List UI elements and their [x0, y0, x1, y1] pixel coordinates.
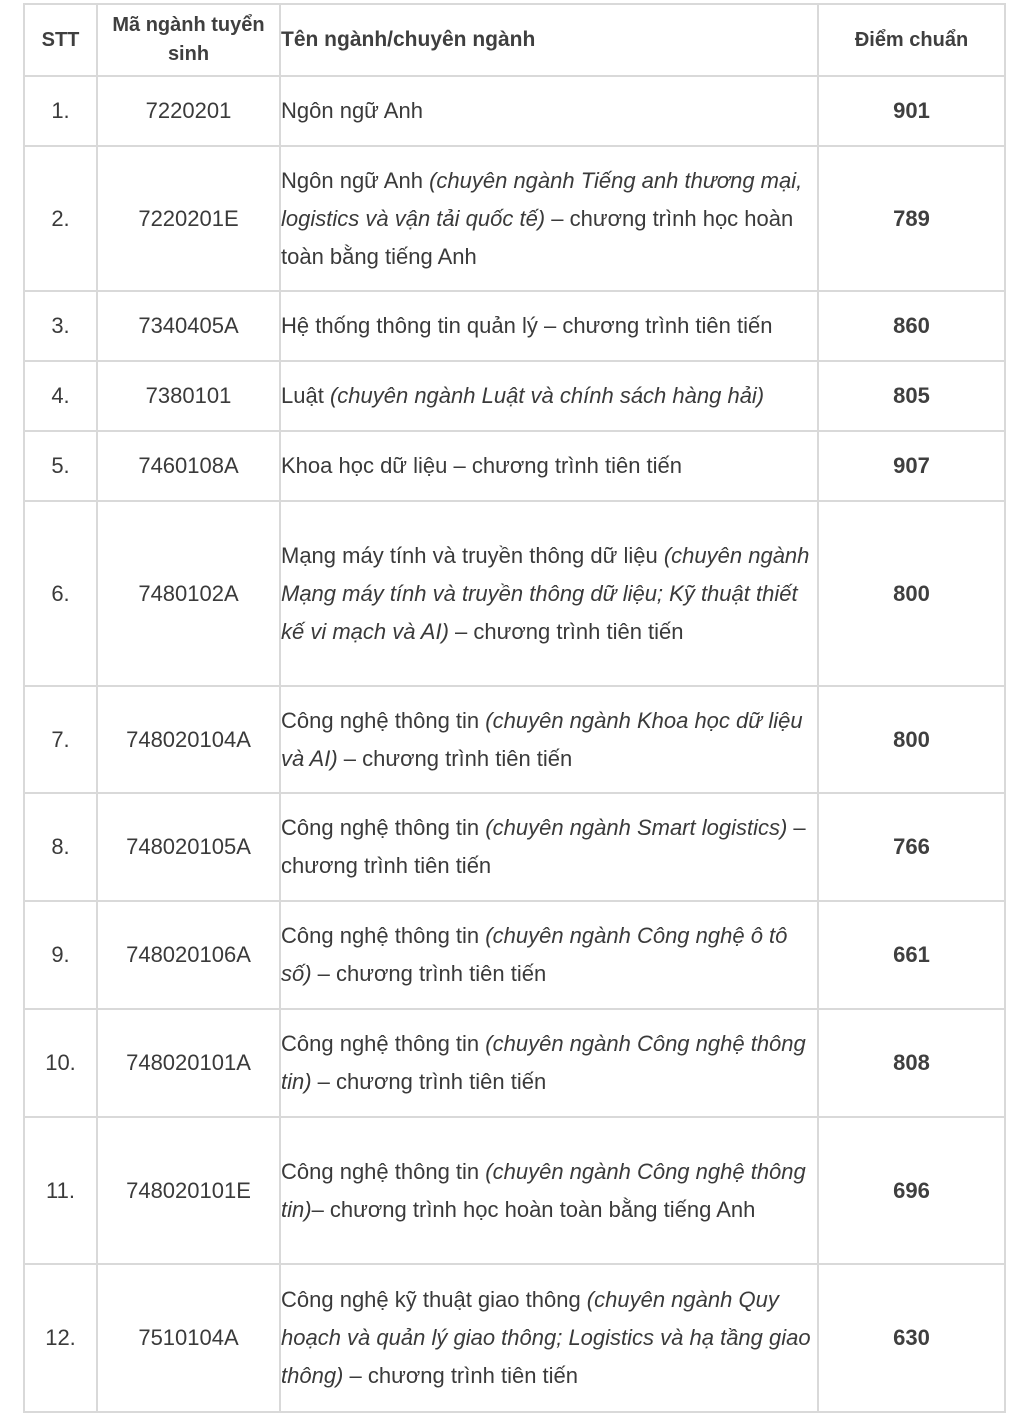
- table-row: [24, 901, 1005, 1009]
- cell-name: [280, 431, 818, 501]
- cell-score: 907: [818, 431, 1005, 501]
- name-text: – chương trình tiên tiến: [281, 815, 806, 878]
- name-text: Công nghệ thông tin: [281, 815, 486, 840]
- name-text: Công nghệ kỹ thuật giao thông: [281, 1287, 587, 1312]
- cell-stt: 1.: [24, 76, 97, 146]
- cell-code: 748020106A: [97, 901, 280, 1009]
- cell-code: 7340405A: [97, 291, 280, 361]
- cell-score: 766: [818, 793, 1005, 901]
- name-specialization: (chuyên ngành Công nghệ thông tin): [281, 1031, 806, 1094]
- cell-code: 7480102A: [97, 501, 280, 686]
- table-row: [24, 686, 1005, 793]
- name-specialization: (chuyên ngành Công nghệ thông tin): [281, 1158, 806, 1222]
- cell-code: 748020104A: [97, 686, 280, 793]
- cell-name: [280, 361, 818, 431]
- table-row: [24, 1117, 1005, 1264]
- cell-stt: 10.: [24, 1009, 97, 1117]
- table-row: [24, 793, 1005, 901]
- cell-score: 696: [818, 1117, 1005, 1264]
- name-text: Công nghệ thông tin: [281, 1031, 486, 1056]
- cell-stt: 9.: [24, 901, 97, 1009]
- cell-stt: 8.: [24, 793, 97, 901]
- table-header-row: [24, 4, 1005, 76]
- header-name: Tên ngành/chuyên ngành: [280, 4, 818, 76]
- name-specialization: (chuyên ngành Quy hoạch và quản lý giao thông; Logistics và hạ tầng giao thông): [281, 1287, 811, 1388]
- name-specialization: (chuyên ngành Tiếng anh thương mại, logistics và vận tải quốc tế): [281, 167, 803, 231]
- cell-code: 7220201: [97, 76, 280, 146]
- header-code-line1: Mã ngành tuyển: [112, 14, 265, 36]
- cell-name: [280, 793, 818, 901]
- cell-name: [280, 76, 818, 146]
- cell-code: 748020101E: [97, 1117, 280, 1264]
- table-row: [24, 76, 1005, 146]
- name-text: Luật: [281, 383, 330, 408]
- cell-score: 630: [818, 1264, 1005, 1412]
- name-text: – chương trình tiên tiến: [343, 1363, 579, 1388]
- cell-code: 7510104A: [97, 1264, 280, 1412]
- name-text: Hệ thống thông tin quản lý – chương trình tiên tiến: [281, 313, 773, 338]
- cell-name: [280, 1009, 818, 1117]
- cell-score: 661: [818, 901, 1005, 1009]
- cell-code: 748020105A: [97, 793, 280, 901]
- table-row: [24, 501, 1005, 686]
- cell-name: [280, 686, 818, 793]
- cell-stt: 3.: [24, 291, 97, 361]
- table-row: [24, 291, 1005, 361]
- cell-name: [280, 291, 818, 361]
- name-text: – chương trình học hoàn toàn bằng tiếng Anh: [311, 1196, 756, 1222]
- cell-stt: 5.: [24, 431, 97, 501]
- table-row: [24, 1264, 1005, 1412]
- name-specialization: (chuyên ngành Công nghệ ô tô số): [281, 923, 788, 986]
- cell-name: [280, 146, 818, 291]
- cell-stt: 7.: [24, 686, 97, 793]
- cell-code: 7380101: [97, 361, 280, 431]
- header-score: Điểm chuẩn: [818, 4, 1005, 76]
- name-text: – chương trình tiên tiến: [337, 745, 573, 771]
- cell-stt: 12.: [24, 1264, 97, 1412]
- name-text: Công nghệ thông tin: [281, 707, 486, 733]
- cell-name: [280, 1117, 818, 1264]
- name-text: – chương trình học hoàn toàn bằng tiếng Anh: [281, 205, 794, 269]
- table-row: [24, 431, 1005, 501]
- name-specialization: (chuyên ngành Khoa học dữ liệu và AI): [281, 707, 803, 771]
- cell-code: 7220201E: [97, 146, 280, 291]
- cell-stt: 4.: [24, 361, 97, 431]
- cell-name: [280, 1264, 818, 1412]
- cell-name: [280, 501, 818, 686]
- header-stt: STT: [24, 4, 97, 76]
- table-row: [24, 361, 1005, 431]
- name-text: Khoa học dữ liệu – chương trình tiên tiến: [281, 453, 683, 478]
- name-specialization: (chuyên ngành Smart logistics): [485, 815, 788, 840]
- name-specialization: (chuyên ngành Luật và chính sách hàng hải): [329, 383, 765, 408]
- cell-name: [280, 901, 818, 1009]
- cell-score: 800: [818, 501, 1005, 686]
- cell-score: 860: [818, 291, 1005, 361]
- name-text: Mạng máy tính và truyền thông dữ liệu: [281, 542, 664, 568]
- cell-score: 805: [818, 361, 1005, 431]
- name-text: Công nghệ thông tin: [281, 1158, 486, 1184]
- cell-score: 789: [818, 146, 1005, 291]
- table-row: [24, 1009, 1005, 1117]
- cell-code: 7460108A: [97, 431, 280, 501]
- name-text: Ngôn ngữ Anh: [281, 98, 423, 123]
- cell-stt: 11.: [24, 1117, 97, 1264]
- cell-score: 808: [818, 1009, 1005, 1117]
- name-text: Ngôn ngữ Anh: [281, 167, 430, 193]
- name-text: – chương trình tiên tiến: [448, 618, 684, 644]
- name-specialization: (chuyên ngành Mạng máy tính và truyền thông dữ liệu; Kỹ thuật thiết kế vi mạch và AI): [281, 542, 810, 644]
- admission-score-table: [23, 3, 1006, 1413]
- cell-score: 800: [818, 686, 1005, 793]
- table-body: [24, 76, 1005, 1412]
- header-code: [97, 4, 280, 76]
- name-text: – chương trình tiên tiến: [311, 961, 547, 986]
- header-code-line2: sinh: [167, 43, 210, 65]
- cell-code: 748020101A: [97, 1009, 280, 1117]
- table-row: [24, 146, 1005, 291]
- name-text: – chương trình tiên tiến: [311, 1069, 547, 1094]
- cell-stt: 6.: [24, 501, 97, 686]
- cell-stt: 2.: [24, 146, 97, 291]
- cell-score: 901: [818, 76, 1005, 146]
- name-text: Công nghệ thông tin: [281, 923, 486, 948]
